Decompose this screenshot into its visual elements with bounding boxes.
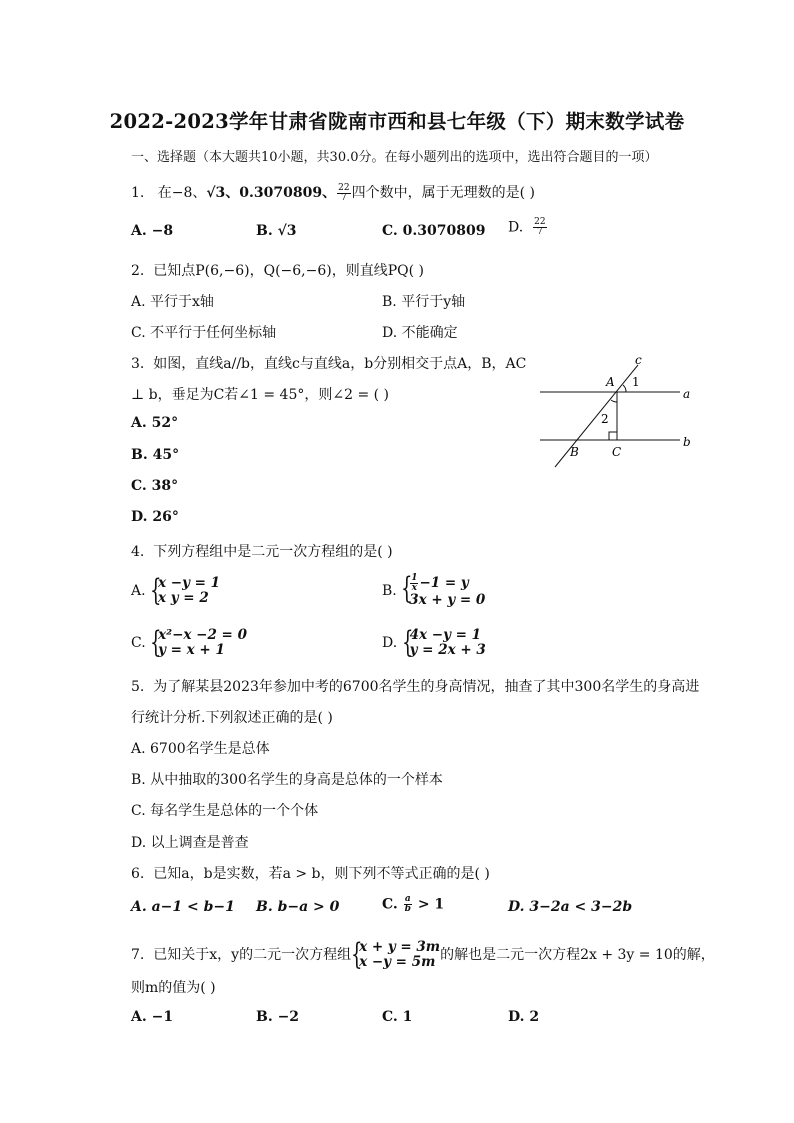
equation-system: { x + y = 3m x −y = 5m xyxy=(351,937,441,972)
question-number: 1. xyxy=(131,185,145,201)
option-b[interactable]: B. √3 xyxy=(256,223,297,239)
option-c[interactable]: C. $\frac{a}{b}$ > 1 xyxy=(382,894,445,914)
question-2 xyxy=(131,260,424,280)
question-text: 在−8、 xyxy=(157,185,207,201)
question-5-cont: 行统计分析.下列叙述正确的是( ) xyxy=(131,710,333,726)
question-text: 下列方程组中是二元一次方程组的是( ) xyxy=(153,544,393,560)
question-number: 5. xyxy=(131,679,145,695)
question-1 xyxy=(131,182,535,203)
question-text: 如图，直线a//b，直线c与直线a，b分别相交于点A，B，AC xyxy=(153,356,527,372)
question-number: 7. xyxy=(131,947,145,963)
label-b-line: b xyxy=(683,435,691,449)
option-d[interactable]: D. 2 xyxy=(508,1009,540,1025)
option-d[interactable]: D. { 4x −y = 1 y = 2x + 3 xyxy=(382,625,486,660)
equation-system: { $\frac{1}{x}$ −1 = y 3x + y = 0 xyxy=(401,571,486,608)
question-3 xyxy=(131,353,526,373)
question-3-cont: ⊥ b，垂足为C若∠1 = 45°，则∠2 = ( ) xyxy=(131,387,390,403)
question-text: 四个数中，属于无理数的是( ) xyxy=(351,185,535,201)
question-6 xyxy=(131,863,490,883)
question-7 xyxy=(131,937,715,972)
option-a[interactable]: A. { x −y = 1 x y = 2 xyxy=(131,573,221,608)
option-c[interactable]: C. 不平行于任何坐标轴 xyxy=(131,325,277,341)
option-d[interactable]: D. 以上调查是普查 xyxy=(131,835,249,851)
option-a[interactable]: A. 6700名学生是总体 xyxy=(131,741,270,757)
option-c[interactable]: C. 38° xyxy=(131,478,179,494)
option-d[interactable]: D. 26° xyxy=(131,509,179,525)
question-text: 为了解某县2023年参加中考的6700名学生的身高情况，抽查了其中300名学生的身高进 xyxy=(153,679,700,695)
option-c[interactable]: C. 0.3070809 xyxy=(382,223,486,239)
question-text: 、0.3070809、 xyxy=(225,185,337,201)
option-d[interactable]: D. 3−2a < 3−2b xyxy=(508,899,633,915)
option-b[interactable]: B. { $\frac{1}{x}$ −1 = y 3x + y = 0 xyxy=(382,571,486,608)
question-number: 6. xyxy=(131,866,145,882)
question-text: 已知点P(6,−6)，Q(−6,−6)，则直线PQ( ) xyxy=(153,263,425,279)
option-b[interactable]: B. 45° xyxy=(131,447,180,463)
right-angle-mark xyxy=(609,432,617,440)
label-a-line: a xyxy=(683,387,691,401)
angle-1-arc xyxy=(623,385,626,392)
option-d[interactable]: D. 不能确定 xyxy=(382,325,458,341)
fraction-22-7: $\frac{22}{7}$ xyxy=(534,217,546,237)
option-a[interactable]: A. −8 xyxy=(131,223,174,239)
label-a-point: A xyxy=(606,375,615,389)
question-5 xyxy=(131,676,699,696)
angle-2-arc xyxy=(611,400,617,402)
option-c[interactable]: C. { x²−x −2 = 0 y = x + 1 xyxy=(131,625,247,660)
label-c-point: C xyxy=(612,445,622,459)
question-4 xyxy=(131,541,393,561)
question-text: 已知a，b是实数，若a > b，则下列不等式正确的是( ) xyxy=(153,866,490,882)
option-c[interactable]: C. 每名学生是总体的一个个体 xyxy=(131,803,319,819)
option-a[interactable]: A. 52° xyxy=(131,415,179,431)
equation-system: { x²−x −2 = 0 y = x + 1 xyxy=(150,625,247,660)
geometry-figure xyxy=(530,350,700,475)
label-c: c xyxy=(635,353,642,367)
fraction-22-7: $\frac{22}{7}$ xyxy=(338,182,350,203)
question-number: 2. xyxy=(131,263,145,279)
fraction-a-b: $\frac{a}{b}$ xyxy=(404,894,411,914)
option-c[interactable]: C. 1 xyxy=(382,1009,413,1025)
paper-title: 2022-2023学年甘肃省陇南市西和县七年级（下）期末数学试卷 xyxy=(109,110,685,133)
option-a[interactable]: A. −1 xyxy=(131,1009,174,1025)
option-b[interactable]: B. 平行于y轴 xyxy=(382,294,466,310)
label-1: 1 xyxy=(632,375,640,389)
line-c xyxy=(555,365,638,467)
option-b[interactable]: B. −2 xyxy=(256,1009,300,1025)
equation-system: { 4x −y = 1 y = 2x + 3 xyxy=(401,625,486,660)
option-b[interactable]: B. b−a > 0 xyxy=(256,899,340,915)
question-number: 3. xyxy=(131,356,145,372)
label-2: 2 xyxy=(601,412,609,426)
question-7-cont: 则m的值为( ) xyxy=(131,980,216,996)
question-number: 4. xyxy=(131,544,145,560)
section-heading: 一、选择题（本大题共10小题，共30.0分。在每小题列出的选项中，选出符合题目的一项） xyxy=(131,150,658,165)
question-text: 已知关于x，y的二元一次方程组 xyxy=(153,947,352,963)
equation-system: { x −y = 1 x y = 2 xyxy=(150,573,221,608)
sqrt-3: √3 xyxy=(206,185,226,201)
label-b-point: B xyxy=(570,445,579,459)
question-text: 的解也是二元一次方程2x + 3y = 10的解， xyxy=(440,947,715,963)
fraction-1-x: $\frac{1}{x}$ xyxy=(411,573,418,593)
option-a[interactable]: A. a−1 < b−1 xyxy=(131,899,235,915)
option-a[interactable]: A. 平行于x轴 xyxy=(131,294,214,310)
option-b[interactable]: B. 从中抽取的300名学生的身高是总体的一个样本 xyxy=(131,772,443,788)
option-d[interactable]: D. $\frac{22}{7}$ xyxy=(508,217,546,237)
